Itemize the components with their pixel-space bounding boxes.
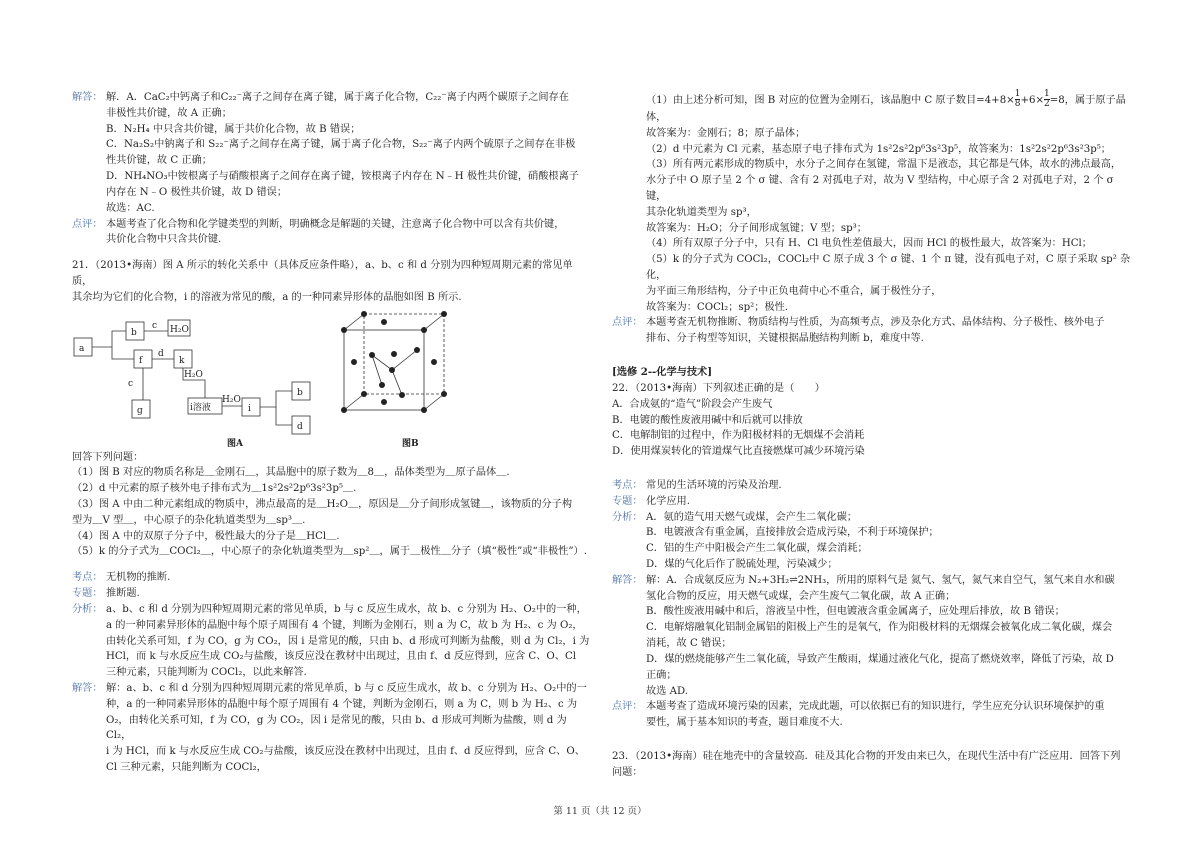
jieda-line: O₂，由转化关系可知，f 为 CO，g 为 CO₂，因 i 是常见的酸，只由 b、d 形成可判断为盐酸，则 d 为 Cl₂， — [106, 714, 567, 742]
answers-intro: 回答下列问题： — [72, 451, 144, 463]
zhuanti-label: 专题： — [72, 588, 103, 600]
box-i — [242, 398, 260, 416]
frac-den: 2 — [1044, 99, 1050, 110]
right-column — [612, 90, 1132, 781]
question-23-stem: 问题： — [612, 766, 643, 778]
label-a: a — [79, 343, 85, 354]
label-c-2: c — [128, 378, 134, 389]
zhuanti-row — [72, 586, 592, 602]
caption-figure-b: 图B — [402, 438, 419, 449]
label-f: f — [139, 355, 143, 366]
jieda-line: 消耗，故 C 错误； — [646, 638, 732, 650]
jieda-line: 解：A．合成氨反应为 N₂+3H₂⇌2NH₃，所用的原料气是 氮气、氢气，氮气来自空气，氢气来自水和碳 — [646, 574, 1115, 586]
answer-block-1 — [72, 90, 592, 217]
answer-line: D．NH₄NO₃中铵根离子与硝酸根离子之间存在离子键，铵根离子内存在 N﹣H 极性共价键，硝酸根离子 — [106, 171, 579, 183]
label-h2o-3: H₂O — [222, 394, 241, 405]
plus-text: +6× — [1020, 94, 1045, 106]
comment-line: 共价化合物中只含共价键. — [106, 234, 222, 246]
fenxi-line: D．煤的气化后作了脱硫处理，污染减少； — [646, 559, 838, 570]
right-line: 故答案为：H₂O；分子间形成氢键；V 型；sp³； — [646, 222, 867, 234]
answer-line: 解．A．CaC₂中钙离子和C₂₂⁻离子之间存在离子键，属于离子化合物，C₂₂⁻离子内两个碳原子之间存在 — [106, 92, 569, 103]
answer-line: 性共价键，故 C 正确； — [106, 155, 212, 167]
jieda-label: 解答： — [72, 682, 103, 694]
label-b-2: b — [297, 387, 303, 398]
answer-line: 故选：AC. — [106, 202, 155, 214]
fenxi-line: B．电镀液含有重金属，直接排放会造成污染，不利于环境保护； — [646, 527, 939, 539]
answer-label: 解答： — [72, 92, 103, 103]
page-footer: 第 11 页（共 12 页） — [553, 806, 647, 817]
jieda-line: C．电解熔融氧化铝制金属铝的阳极上产生的是氧气，作为阳极材料的无烟煤会被氧化成二氧化碳，煤会 — [646, 622, 1113, 634]
option-b: B．电镀的酸性废液用碱中和后就可以排放 — [612, 414, 803, 426]
comment-label: 点评： — [72, 218, 103, 230]
fenxi-row — [72, 602, 592, 681]
jieda-row — [72, 681, 592, 776]
fenxi-row — [612, 510, 1132, 573]
answer-line: 非极性共价键，故 A 正确； — [106, 107, 232, 119]
zhuanti-label: 专题： — [612, 495, 643, 507]
fenxi-line: 由转化关系可知，f 为 CO，g 为 CO₂，因 i 是常见的酸，只由 b、d 形成可判断为盐酸，则 d 为 Cl₂，i 为 — [106, 635, 590, 647]
caption-figure-a: 图A — [227, 438, 243, 449]
answer-2: （2）d 中元素的原子核外电子排布式为＿1s²2s²2p⁶3s²3p⁵＿. — [72, 483, 357, 495]
option-c: C．电解制铝的过程中，作为阳极材料的无烟煤不会消耗 — [612, 430, 865, 442]
comment-label: 点评： — [612, 701, 643, 713]
right-line: （3）所有两元素形成的物质中，水分子之间存在氢键，常温下是液态，其它都是气体，故水的沸点最高， — [646, 159, 1122, 171]
jieda-line: 解：a、b、c 和 d 分别为四种短周期元素的常见单质，b 与 c 反应生成水，故 b、c 分别为 H₂、O₂中的一 — [106, 682, 587, 694]
r1-text: （1）由上述分析可知，图 B 对应的位置为金刚石，该晶胞中 C 原子数目=4+8× — [646, 94, 1015, 106]
kaodian-text: 常见的生活环境的污染及治理. — [646, 479, 782, 491]
kaodian-text: 无机物的推断. — [106, 572, 171, 584]
label-c: c — [152, 320, 158, 331]
figures — [72, 310, 592, 450]
atoms — [341, 311, 447, 413]
comment-block-3 — [612, 699, 1132, 731]
jieda-label: 解答： — [612, 574, 643, 586]
right-line-1 — [646, 90, 1132, 126]
answer-line: C．Na₂S₂中钠离子和 S₂₂⁻离子之间存在离子键，属于离子化合物，S₂₂⁻离子内两个硫原子之间存在非极 — [106, 139, 576, 151]
right-line: （4）所有双原子分子中，只有 H、Cl 电负性差值最大，因而 HCl 的极性最大，故答案为：HCl； — [646, 238, 1092, 250]
question-22-stem: 22．（2013•海南）下列叙述正确的是（ ） — [612, 382, 825, 394]
jieda-line: B．酸性废液用碱中和后，溶液呈中性，但电镀液含重金属离子，应处理后排放，故 B 错误； — [646, 606, 1065, 618]
jieda-line: 氢化合物的反应，用天燃气或煤，会产生废气二氧化碳，故 A 正确； — [646, 590, 956, 602]
comment-label: 点评： — [612, 317, 643, 329]
box-f — [134, 350, 152, 368]
fenxi-line: A．氨的造气用天燃气或煤，会产生二氧化碳； — [646, 511, 858, 523]
option-d: D．使用煤炭转化的管道煤气比直接燃煤可减少环境污染 — [612, 446, 865, 458]
jieda-line: 正确； — [646, 669, 677, 681]
comment-line: 排布、分子构型等知识，关键根据晶胞结构判断 b，难度中等. — [646, 333, 924, 345]
right-line: 为平面三角形结构，分子中正负电荷中心不重合，属于极性分子， — [646, 285, 942, 297]
comment-block-2 — [612, 315, 1132, 347]
comment-line: 要性，属于基本知识的考查，题目难度不大. — [646, 717, 843, 729]
zhuanti-row — [612, 494, 1132, 510]
right-line: 故答案为：金刚石；8；原子晶体； — [646, 127, 806, 139]
frac-num: 1 — [1044, 89, 1050, 99]
option-a: A．合成氨的“造气”阶段会产生废气 — [612, 398, 773, 410]
right-line: （2）d 中元素为 Cl 元素，基态原子电子排布式为 1s²2s²2p⁶3s²3p⁵，故答案为：1s²2s²2p⁶3s²3p⁵； — [646, 143, 1111, 155]
kaodian-label: 考点： — [612, 479, 643, 491]
answer-line: 内存在 N﹣O 极性共价键，故 D 错误； — [106, 186, 288, 198]
r1-end: =8，属于原子晶体， — [646, 94, 1126, 123]
label-h2o-1: H₂O — [170, 324, 189, 335]
zhuanti-text: 推断题. — [106, 588, 140, 600]
diamond-cell — [344, 314, 444, 410]
answer-5: （5）k 的分子式为＿COCl₂＿，中心原子的杂化轨道类型为＿sp²＿，属于＿极性＿分子（填“极性”或“非极性”）. — [72, 546, 587, 558]
section-heading: [选修 2--化学与技术] — [612, 366, 713, 379]
label-b: b — [131, 327, 137, 338]
frac-num: 1 — [1014, 89, 1021, 99]
label-d-2: d — [297, 421, 303, 432]
jieda-line: Cl 三种元素，只能判断为 COCl₂， — [106, 762, 267, 773]
label-h2o-2: H₂O — [184, 369, 203, 380]
figure-diagrams — [72, 310, 592, 450]
label-g: g — [137, 405, 143, 416]
comment-block-1 — [72, 217, 592, 249]
answer-3b: 型为＿V 型＿，中心原子的杂化轨道类型为＿sp³＿. — [72, 514, 306, 526]
fenxi-line: C．铝的生产中阳极会产生二氧化碳，煤会消耗； — [646, 543, 868, 555]
jieda-line: 种，a 的一种同素异形体的晶胞中每个原子周围有 4 个键，判断为金刚石，则 a 为 C，则 b 为 H₂、c 为 — [106, 698, 578, 710]
answer-line: B．N₂H₄ 中只含共价键，属于共价化合物，故 B 错误； — [106, 123, 361, 135]
kaodian-row — [72, 570, 592, 586]
right-line: 水分子中 O 原子呈 2 个 σ 键、含有 2 对孤电子对，故为 V 型结构，中心原子含 2 对孤电子对，2 个 σ 键， — [646, 175, 1114, 202]
jieda-row — [612, 573, 1132, 700]
zhuanti-text: 化学应用. — [646, 495, 690, 507]
question-21-stem: 其余均为它们的化合物，i 的溶液为常见的酸，a 的一种同素异形体的晶胞如图 B 所示. — [72, 291, 462, 303]
label-i-solution: i溶液 — [190, 402, 211, 413]
label-i: i — [248, 403, 251, 414]
fenxi-label: 分析： — [612, 511, 643, 523]
kaodian-row — [612, 478, 1132, 494]
fenxi-label: 分析： — [72, 603, 103, 615]
right-line: 故答案为：COCl₂；sp²；极性. — [646, 301, 789, 313]
answer-1: （1）图 B 对应的物质名称是＿金刚石＿，其晶胞中的原子数为＿8＿，晶体类型为＿原子晶体＿. — [72, 467, 510, 479]
label-k: k — [179, 355, 185, 366]
frac-den: 8 — [1014, 99, 1021, 110]
jieda-line: D．煤的燃烧能够产生二氧化硫，导致产生酸雨，煤通过液化气化，提高了燃烧效率，降低了污染，故 D — [646, 653, 1114, 665]
right-line: （5）k 的分子式为 COCl₂，COCl₂中 C 原子成 3 个 σ 键、1 个 π 键，没有孤电子对，C 原子采取 sp² 杂化， — [646, 254, 1131, 281]
fenxi-line: a、b、c 和 d 分别为四种短周期元素的常见单质，b 与 c 反应生成水，故 b、c 分别为 H₂、O₂中的一种， — [106, 603, 587, 615]
kaodian-label: 考点： — [72, 572, 103, 584]
comment-line: 本题考查了化合物和化学键类型的判断，明确概念是解题的关键，注意离子化合物中可以含有共价键， — [106, 218, 565, 230]
jieda-line: i 为 HCl，而 k 与水反应生成 CO₂与盐酸，该反应没在教材中出现过，且由 f、d 反应得到，应含 C、O、 — [106, 746, 585, 758]
fenxi-line: 三种元素，只能判断为 COCl₂，以此来解答. — [106, 667, 307, 679]
left-column — [72, 90, 592, 776]
fenxi-line: HCl，而 k 与水反应生成 CO₂与盐酸，该反应没在教材中出现过，且由 f、d 反应得到，应含 C、O、Cl — [106, 651, 577, 663]
fenxi-line: a 的一种同素异形体的晶胞中每个原子周围有 4 个键，判断为金刚石，则 a 为 C，故 b 为 H₂、c 为 O₂， — [106, 619, 583, 631]
jieda-line: 故选 AD. — [646, 685, 689, 697]
question-23-stem: 23．（2013•海南）硅在地壳中的含量较高．硅及其化合物的开发由来已久，在现代生活中有广泛应用．回答下列 — [612, 750, 1121, 762]
comment-line: 本题考查了造成环境污染的因素，完成此题，可以依据已有的知识进行，学生应充分认识环境保护的重 — [646, 701, 1105, 713]
answer-4: （4）图 A 中的双原子分子中，极性最大的分子是＿HCl＿. — [72, 530, 340, 542]
answer-3: （3）图 A 中由二种元素组成的物质中，沸点最高的是＿H₂O＿，原因是＿分子间形成氢键＿，该物质的分子构 — [72, 499, 573, 510]
comment-line: 本题考查无机物推断、物质结构与性质，为高频考点，涉及杂化方式、晶体结构、分子极性、核外电子 — [646, 317, 1105, 329]
label-d: d — [158, 348, 164, 359]
right-line: 其杂化轨道类型为 sp³， — [646, 206, 757, 218]
question-21-stem: 21．（2013•海南）图 A 所示的转化关系中（具体反应条件略），a、b、c 和 d 分别为四种短周期元素的常见单质， — [72, 260, 573, 287]
